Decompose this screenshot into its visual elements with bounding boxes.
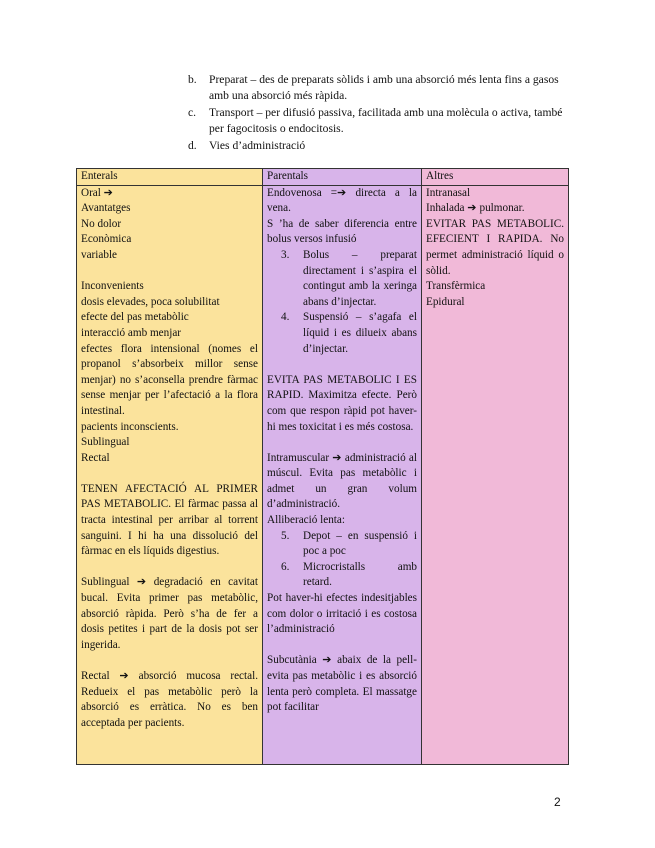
item-text: Depot – en suspensió i poc a poc — [303, 529, 417, 558]
text-line: efecte del pas metabòlic — [81, 311, 189, 324]
text-line: Inhalada ➔ pulmonar. — [426, 202, 525, 215]
paragraph-bolus-intro: S ’ha de saber diferencia entre bolus versos infusió — [267, 217, 417, 246]
list-item — [188, 138, 573, 154]
text-line: Sublingual — [81, 436, 130, 449]
numbered-item — [267, 560, 417, 591]
item-number: 4. — [281, 311, 290, 324]
list-text: Vies d’administració — [209, 139, 306, 152]
intro-list — [188, 72, 573, 156]
paragraph-evitar: EVITAR PAS METABOLIC. EFECIENT I RAPIDA. No permet administració líquid o sòlid. — [426, 217, 564, 277]
cell-parentals — [263, 185, 422, 764]
text-line: Intranasal — [426, 186, 471, 199]
text-line: Econòmica — [81, 233, 132, 246]
paragraph-intramuscular: Intramuscular ➔ administració al múscul. Evita pas metabòlic i admet un gran volum d’administració. — [267, 451, 417, 511]
paragraph-endovenosa: Endovenosa =➔ directa a la vena. — [267, 186, 417, 215]
list-marker: b. — [188, 73, 197, 86]
text-line: variable — [81, 248, 118, 261]
text-line — [81, 264, 258, 280]
text-line: Inconvenients — [81, 280, 144, 293]
list-item — [188, 72, 573, 103]
text-line: Avantatges — [81, 202, 131, 215]
item-text: Bolus – preparat directament i s’aspira el contingut amb la xeringa abans d’injectar. — [303, 248, 417, 308]
item-number: 5. — [281, 529, 290, 542]
list-text: Transport – per difusió passiva, facilitada amb una molècula o activa, també per fagocitosis o endocitosis. — [209, 106, 563, 135]
text-line: No dolor — [81, 217, 122, 230]
administration-routes-table — [76, 168, 569, 765]
paragraph-rectal: Rectal ➔ absorció mucosa rectal. Redueix el pas metabòlic però la absorció es erràtica. No es ben acceptada per pacients. — [81, 670, 258, 729]
item-number: 6. — [281, 560, 290, 573]
paragraph-efectes: Pot haver-hi efectes indesitjables com dolor o irritació i es costosa l’administració — [267, 592, 417, 636]
table-body-row — [77, 185, 569, 764]
paragraph-flora: efectes flora intensional (nomes el propanol s’absorbeix millor sense menjar) no s’aconsella prendre fàrmac sense menjar per l’afectació a la flora intestinal. — [81, 342, 258, 417]
text-line: Rectal — [81, 451, 110, 464]
paragraph-subcutania: Subcutània ➔ abaix de la pell- evita pas metabòlic i es absorció lenta però completa. El massatge pot facilitar — [267, 654, 417, 714]
header-altres: Altres — [422, 169, 569, 186]
text-line: dosis elevades, poca solubilitat — [81, 295, 220, 308]
spacer — [81, 560, 258, 576]
numbered-item — [267, 310, 417, 357]
paragraph-evita: EVITA PAS METABOLIC I ES RAPID. Maximitza efecte. Però com que respon ràpid pot haver-hi mes toxicitat i es més costosa. — [267, 373, 417, 433]
spacer — [267, 638, 417, 654]
item-text: Suspensió – s’agafa el líquid i es dilueix abans d’injectar. — [303, 311, 417, 355]
list-marker: d. — [188, 139, 197, 152]
item-number: 3. — [281, 248, 290, 261]
paragraph-afectacio: TENEN AFECTACIÓ AL PRIMER PAS METABOLIC. El fàrmac passa al tracta intestinal per arribar al torrent sanguini. I hi ha una dissolució del fàrmac en els líquids digestius. — [81, 482, 258, 558]
text-line: Transfèrmica — [426, 280, 486, 293]
item-text: Microcristalls amb retard. — [303, 560, 417, 589]
text-line: interacció amb menjar — [81, 326, 182, 339]
text-line: Epidural — [426, 295, 465, 308]
cell-enterals — [77, 185, 263, 764]
spacer — [267, 435, 417, 451]
numbered-item — [267, 529, 417, 560]
table-header-row — [77, 169, 569, 186]
spacer — [81, 466, 258, 482]
page-number: 2 — [554, 795, 561, 809]
spacer — [267, 357, 417, 373]
paragraph-alliberacio: Alliberació lenta: — [267, 514, 345, 527]
header-enterals: Enterals — [77, 169, 263, 186]
text-line: pacients inconscients. — [81, 420, 179, 433]
spacer — [81, 653, 258, 669]
list-text: Preparat – des de preparats sòlids i amb una absorció més lenta fins a gasos amb una absorció més ràpida. — [209, 73, 559, 102]
text-line: Oral ➔ — [81, 186, 114, 199]
cell-altres — [422, 185, 569, 764]
list-item — [188, 105, 573, 136]
numbered-item — [267, 248, 417, 310]
list-marker: c. — [188, 106, 197, 119]
header-parentals: Parentals — [263, 169, 422, 186]
paragraph-sublingual: Sublingual ➔ degradació en cavitat bucal. Evita primer pas metabòlic, absorció ràpida. Però s’ha de fer a dosis petites i part de la dosis pot ser ingerida. — [81, 576, 258, 651]
